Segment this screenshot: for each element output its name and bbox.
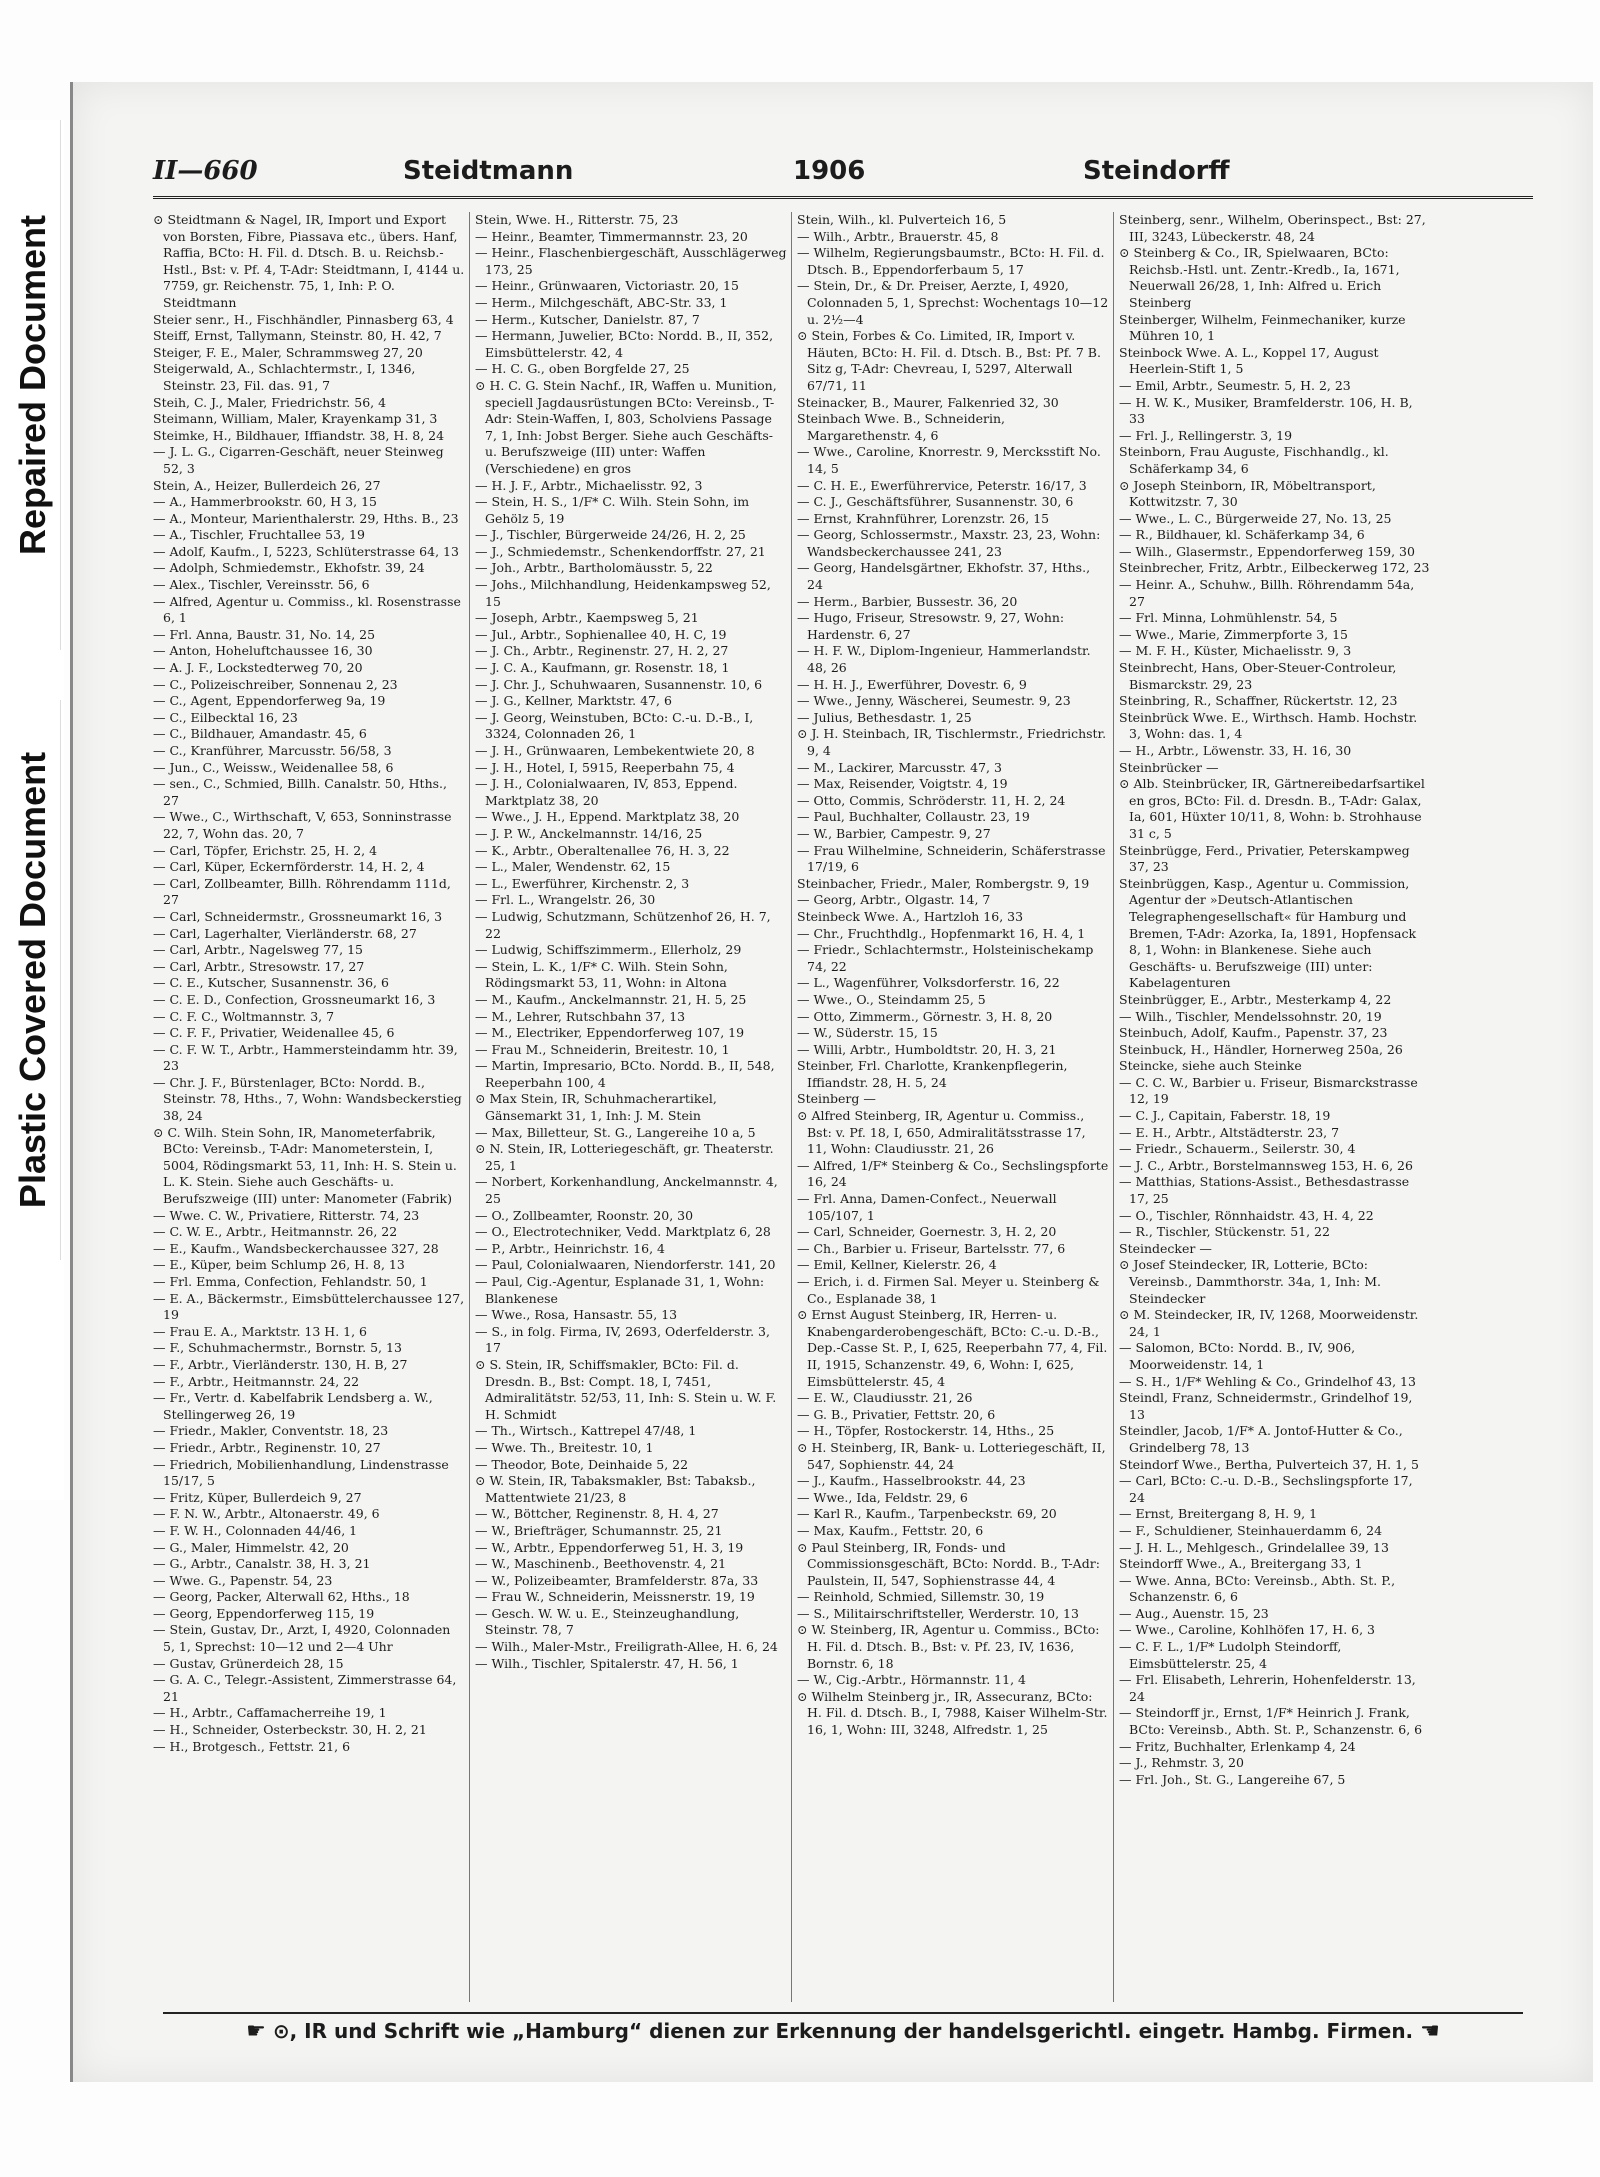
directory-entry: — Wwe. C. W., Privatiere, Ritterstr. 74, 23 [153, 1207, 420, 1223]
directory-entry: — W., Böttcher, Reginenstr. 8, H. 4, 27 [475, 1506, 719, 1522]
column-divider [1113, 212, 1114, 2002]
directory-entry: — J. H., Hotel, I, 5915, Reeperbahn 75, 4 [475, 759, 735, 775]
directory-entry: — G., Maler, Himmelstr. 42, 20 [153, 1539, 349, 1555]
header-left-name: Steidtmann [403, 156, 574, 186]
directory-entry: Steinborn, Frau Auguste, Fischhandlg., kl. Schäferkamp 34, 6 [1119, 444, 1389, 476]
directory-entry: Steinbrügger, E., Arbtr., Mesterkamp 4, 22 [1119, 991, 1392, 1007]
column-divider [469, 212, 470, 2002]
directory-entry: — C., Kranführer, Marcusstr. 56/58, 3 [153, 743, 392, 758]
directory-entry: Steiger, F. E., Maler, Schrammsweg 27, 20 [153, 344, 423, 360]
directory-entry: — Reinhold, Schmied, Sillemstr. 30, 19 [797, 1589, 1045, 1605]
directory-entry: — Stein, Gustav, Dr., Arzt, I, 4920, Colonnaden 5, 1, Sprechst: 10—12 und 2—4 Uhr [153, 1622, 451, 1655]
directory-entry: — F. N. W., Arbtr., Altonaerstr. 49, 6 [153, 1506, 380, 1522]
directory-entry: — H. F. W., Diplom-Ingenieur, Hammerlandstr. 48, 26 [797, 643, 1091, 676]
directory-entry: — Johs., Milchhandlung, Heidenkampsweg 52, 15 [475, 577, 771, 609]
directory-entry: — Theodor, Bote, Deinhaide 5, 22 [475, 1456, 689, 1472]
directory-entry: — Carl, Lagerhalter, Vierländerstr. 68, 27 [153, 925, 417, 941]
directory-entry: — Erich, i. d. Firmen Sal. Meyer u. Steinberg & Co., Esplanade 38, 1 [797, 1274, 1100, 1306]
directory-entry: — Gustav, Grünerdeich 28, 15 [153, 1655, 344, 1671]
directory-entry: Steinbrücker — [1119, 759, 1219, 775]
directory-entry: — Ludwig, Schiffszimmerm., Ellerholz, 29 [475, 942, 742, 958]
directory-entry: — Aug., Auenstr. 15, 23 [1119, 1605, 1269, 1621]
directory-entry: — Carl, BCto: C.-u. D.-B., Sechslingspforte 17, 24 [1119, 1473, 1413, 1505]
directory-entry: — Paul, Cig.-Agentur, Esplanade 31, 1, Wohn: Blankenese [475, 1274, 765, 1306]
page-number: II—660 [153, 156, 258, 186]
directory-entry: — Ernst, Breitergang 8, H. 9, 1 [1119, 1506, 1318, 1522]
directory-entry: — Wilh., Maler-Mstr., Freiligrath-Allee, H. 6, 24 [475, 1639, 778, 1655]
directory-entry: Steiff, Ernst, Tallymann, Steinstr. 80, H. 42, 7 [153, 328, 442, 344]
directory-entry: — Frl. J., Rellingerstr. 3, 19 [1119, 427, 1293, 443]
directory-entry: — Fr., Vertr. d. Kabelfabrik Lendsberg a. W., Stellingerweg 26, 19 [153, 1390, 433, 1422]
directory-entry: ⊙ W. Stein, IR, Tabaksmakler, Bst: Tabaksb., Mattentwiete 21/23, 8 [475, 1473, 756, 1505]
directory-entry: — L., Maler, Wendenstr. 62, 15 [475, 859, 671, 875]
directory-entry: — Friedr., Schauerm., Seilerstr. 30, 4 [1119, 1141, 1356, 1157]
directory-entry: — H. J. F., Arbtr., Michaelisstr. 92, 3 [475, 477, 703, 493]
directory-entry: — J. Georg, Weinstuben, BCto: C.-u. D.-B., I, 3324, Colonnaden 26, 1 [475, 709, 754, 742]
directory-entry: — Chr., Fruchthdlg., Hopfenmarkt 16, H. 4, 1 [797, 925, 1086, 941]
directory-entry: — Stein, L. K., 1/F* C. Wilh. Stein Sohn, Rödingsmarkt 53, 11, Wohn: in Altona [475, 958, 728, 991]
directory-entry: ⊙ N. Stein, IR, Lotteriegeschäft, gr. Theaterstr. 25, 1 [475, 1141, 774, 1173]
directory-entry: — F., Arbtr., Heitmannstr. 24, 22 [153, 1373, 360, 1389]
directory-entry: — Frl. Emma, Confection, Fehlandstr. 50, 1 [153, 1274, 428, 1289]
directory-entry: — Wwe., Ida, Feldstr. 29, 6 [797, 1489, 968, 1505]
directory-entry: Steinbuch, Adolf, Kaufm., Papenstr. 37, 23 [1119, 1025, 1388, 1041]
directory-entry: — Ludwig, Schutzmann, Schützenhof 26, H. 7, 22 [475, 908, 771, 941]
directory-entry: — Ernst, Krahnführer, Lorenzstr. 26, 15 [797, 510, 1050, 526]
directory-entry: Steinbring, R., Schaffner, Rückertstr. 12, 23 [1119, 693, 1398, 709]
directory-entry: — C. F. W. T., Arbtr., Hammersteindamm htr. 39, 23 [153, 1041, 458, 1074]
directory-entry: — Wwe., Jenny, Wäscherei, Seumestr. 9, 23 [797, 693, 1071, 709]
directory-entry: — Th., Wirtsch., Kattrepel 47/48, 1 [475, 1423, 697, 1439]
directory-entry: — J. C. A., Kaufmann, gr. Rosenstr. 18, 1 [475, 660, 730, 676]
directory-entry: Steindorff Wwe., A., Breitergang 33, 1 [1119, 1556, 1363, 1572]
directory-entry: — Max, Billetteur, St. G., Langereihe 10 a, 5 [475, 1124, 756, 1140]
directory-entry: Steinbock Wwe. A. L., Koppel 17, August Heerlein-Stift 1, 5 [1119, 344, 1379, 377]
directory-entry: — J., Tischler, Bürgerweide 24/26, H. 2, 25 [475, 527, 746, 543]
directory-entry: — F. W. H., Colonnaden 44/46, 1 [153, 1522, 358, 1538]
column-divider [791, 212, 792, 2002]
footer-note [163, 2012, 1523, 2048]
directory-entry: — Frl. Anna, Damen-Confect., Neuerwall 105/107, 1 [797, 1191, 1057, 1223]
directory-entry: — Wwe., L. C., Bürgerweide 27, No. 13, 25 [1119, 510, 1392, 526]
directory-entry: — Matthias, Stations-Assist., Bethesdastrasse 17, 25 [1119, 1174, 1410, 1207]
directory-entry: — M. F. H., Küster, Michaelisstr. 9, 3 [1119, 643, 1352, 659]
directory-entry: — H., Arbtr., Löwenstr. 33, H. 16, 30 [1119, 743, 1352, 758]
directory-entry: — Joseph, Arbtr., Kaempsweg 5, 21 [475, 610, 699, 626]
directory-entry: Steinbach Wwe. B., Schneiderin, Margarethenstr. 4, 6 [797, 411, 1005, 443]
directory-entry: — Otto, Zimmerm., Görnestr. 3, H. 8, 20 [797, 1008, 1053, 1024]
directory-entry: — Frl. L., Wrangelstr. 26, 30 [475, 892, 656, 908]
directory-entry: Steinacker, B., Maurer, Falkenried 32, 30 [797, 394, 1059, 410]
directory-entry: — Friedr., Schlachtermstr., Holsteinischekamp 74, 22 [797, 942, 1094, 974]
column-2 [475, 212, 787, 2002]
directory-entry: — J. C., Arbtr., Borstelmannsweg 153, H. 6, 26 [1119, 1157, 1413, 1173]
directory-entry: ⊙ Stein, Forbes & Co. Limited, IR, Import v. Häuten, BCto: H. Fil. d. Dtsch. B., Bst: Pf. 7 B. Sitz g, T-Adr: Chevreau, I, 5297, Alterwall 67/71, 11 [797, 328, 1101, 393]
directory-entry: — R., Tischler, Stückenstr. 51, 22 [1119, 1224, 1330, 1240]
directory-entry: — Wilh., Arbtr., Brauerstr. 45, 8 [797, 228, 999, 244]
directory-entry: — C. F. C., Woltmannstr. 3, 7 [153, 1008, 335, 1024]
directory-entry: — Otto, Commis, Schröderstr. 11, H. 2, 24 [797, 792, 1066, 808]
directory-entry: — J. H., Colonialwaaren, IV, 853, Eppend. Marktplatz 38, 20 [475, 776, 738, 808]
directory-entry: — E., Kaufm., Wandsbeckerchaussee 327, 28 [153, 1240, 439, 1256]
directory-entry: Steinbrück Wwe. E., Wirthsch. Hamb. Hochstr. 3, Wohn: das. 1, 4 [1119, 709, 1418, 742]
directory-entry: — J., Kaufm., Hasselbrookstr. 44, 23 [797, 1473, 1026, 1489]
directory-entry: — Julius, Bethesdastr. 1, 25 [797, 709, 972, 725]
directory-entry: — Willi, Arbtr., Humboldtstr. 20, H. 3, 21 [797, 1041, 1057, 1057]
directory-entry: — R., Bildhauer, kl. Schäferkamp 34, 6 [1119, 527, 1365, 543]
directory-columns [153, 212, 1533, 2002]
directory-entry: — E. A., Bäckermstr., Eimsbüttelerchaussee 127, 19 [153, 1290, 465, 1323]
directory-entry: — Friedr., Arbtr., Reginenstr. 10, 27 [153, 1439, 381, 1455]
directory-entry: — J. H. L., Mehlgesch., Grindelallee 39, 13 [1119, 1539, 1389, 1555]
directory-entry: ⊙ J. H. Steinbach, IR, Tischlermstr., Friedrichstr. 9, 4 [797, 726, 1107, 758]
directory-entry: Steinbacher, Friedr., Maler, Rombergstr. 9, 19 [797, 875, 1090, 891]
directory-entry: — Emil, Arbtr., Seumestr. 5, H. 2, 23 [1119, 377, 1351, 393]
directory-entry: — P., Arbtr., Heinrichstr. 16, 4 [475, 1240, 665, 1256]
directory-entry: — S. H., 1/F* Wehling & Co., Grindelhof 43, 13 [1119, 1373, 1416, 1389]
directory-entry: — Carl, Arbtr., Stresowstr. 17, 27 [153, 958, 365, 974]
directory-entry: — Frau W., Schneiderin, Meissnerstr. 19, 19 [475, 1589, 755, 1605]
directory-entry: — S., Militairschriftsteller, Werderstr. 10, 13 [797, 1605, 1079, 1621]
directory-entry: — Adolf, Kaufm., I, 5223, Schlüterstrasse 64, 13 [153, 543, 459, 559]
directory-entry: — C., Agent, Eppendorferweg 9a, 19 [153, 693, 386, 709]
directory-entry: — Frl. Minna, Lohmühlenstr. 54, 5 [1119, 610, 1338, 626]
directory-entry: — H. C. G., oben Borgfelde 27, 25 [475, 361, 690, 377]
directory-entry: — G. A. C., Telegr.-Assistent, Zimmerstrasse 64, 21 [153, 1672, 457, 1704]
directory-entry: — Salomon, BCto: Nordd. B., IV, 906, Moorweidenstr. 14, 1 [1119, 1340, 1356, 1372]
column-4 [1119, 212, 1431, 2002]
directory-entry: — Frl. Elisabeth, Lehrerin, Hohenfelderstr. 13, 24 [1119, 1672, 1416, 1704]
directory-entry: — Ch., Barbier u. Friseur, Bartelsstr. 77, 6 [797, 1240, 1066, 1256]
directory-entry: — Carl, Töpfer, Erichstr. 25, H. 2, 4 [153, 842, 378, 858]
directory-entry: Steimann, William, Maler, Krayenkamp 31, 3 [153, 411, 438, 427]
directory-entry: — Frau Wilhelmine, Schneiderin, Schäferstrasse 17/19, 6 [797, 842, 1106, 875]
directory-entry: — Max, Kaufm., Fettstr. 20, 6 [797, 1522, 984, 1538]
directory-entry: — Gesch. W. W. u. E., Steinzeughandlung, Steinstr. 78, 7 [475, 1605, 740, 1638]
directory-entry: — C. E. D., Confection, Grossneumarkt 16, 3 [153, 991, 436, 1007]
directory-entry: — M., Electriker, Eppendorferweg 107, 19 [475, 1025, 745, 1041]
directory-entry: Steinber, Frl. Charlotte, Krankenpflegerin, Iffiandstr. 28, H. 5, 24 [797, 1058, 1068, 1090]
directory-entry: — A., Monteur, Marienthalerstr. 29, Hths. B., 23 [153, 510, 459, 526]
directory-entry: — K., Arbtr., Oberaltenallee 76, H. 3, 22 [475, 842, 730, 858]
directory-entry: — C. E., Kutscher, Susannenstr. 36, 6 [153, 975, 389, 991]
directory-entry: — W., Arbtr., Eppendorferweg 51, H. 3, 19 [475, 1539, 744, 1555]
directory-entry: — Paul, Colonialwaaren, Niendorferstr. 141, 20 [475, 1257, 776, 1273]
directory-entry: — Hugo, Friseur, Stresowstr. 9, 27, Wohn: Hardenstr. 6, 27 [797, 610, 1065, 642]
directory-entry: — Wwe. Th., Breitestr. 10, 1 [475, 1439, 654, 1455]
side-label-plastic-text: Plastic Covered Document [12, 751, 53, 1209]
directory-entry: — Max, Reisender, Voigtstr. 4, 19 [797, 776, 1008, 792]
directory-entry: — Wilh., Glasermstr., Eppendorferweg 159, 30 [1119, 543, 1415, 559]
directory-entry: Steinberg — [797, 1091, 876, 1107]
directory-entry: — C. J., Geschäftsführer, Susannenstr. 30, 6 [797, 494, 1074, 510]
directory-entry: — Frau E. A., Marktstr. 13 H. 1, 6 [153, 1323, 368, 1339]
directory-entry: — Martin, Impresario, BCto. Nordd. B., II, 548, Reeperbahn 100, 4 [475, 1058, 775, 1090]
directory-entry: — W., Süderstr. 15, 15 [797, 1025, 938, 1041]
directory-entry: ⊙ Steinberg & Co., IR, Spielwaaren, BCto: Reichsb.-Hstl. unt. Zentr.-Kredb., Ia, 1671, Neuerwall 26/28, 1, Inh: Alfred u. Erich Steinberg [1119, 245, 1400, 310]
directory-entry: Steinbrecher, Fritz, Arbtr., Eilbeckerweg 172, 23 [1119, 560, 1430, 576]
directory-entry: — Wwe., Rosa, Hansastr. 55, 13 [475, 1307, 678, 1323]
directory-entry: — Stein, Dr., & Dr. Preiser, Aerzte, I, 4920, Colonnaden 5, 1, Sprechst: Wochentags 10—12 u. 2½—4 [797, 278, 1109, 327]
directory-entry: — O., Zollbeamter, Roonstr. 20, 30 [475, 1207, 694, 1223]
pointing-hand-right-icon: ☚ [1420, 2019, 1440, 2044]
directory-entry: — Karl R., Kaufm., Tarpenbeckstr. 69, 20 [797, 1506, 1057, 1522]
directory-entry: — Fritz, Buchhalter, Erlenkamp 4, 24 [1119, 1738, 1356, 1754]
directory-entry: Steincke, siehe auch Steinke [1119, 1058, 1302, 1074]
directory-entry: ⊙ Joseph Steinborn, IR, Möbeltransport, Kottwitzstr. 7, 30 [1119, 477, 1376, 510]
directory-entry: — J. Ch., Arbtr., Reginenstr. 27, H. 2, 27 [475, 643, 729, 659]
directory-entry: — O., Tischler, Rönnhaidstr. 43, H. 4, 22 [1119, 1207, 1374, 1223]
directory-entry: ⊙ Max Stein, IR, Schuhmacherartikel, Gänsemarkt 31, 1, Inh: J. M. Stein [475, 1091, 717, 1124]
directory-entry: — Wilh., Tischler, Mendelssohnstr. 20, 19 [1119, 1008, 1382, 1024]
directory-entry: — W., Polizeibeamter, Bramfelderstr. 87a, 33 [475, 1572, 759, 1588]
directory-entry: ⊙ Wilhelm Steinberg jr., IR, Assecuranz, BCto: H. Fil. d. Dtsch. B., I, 7988, Kaiser Wilhelm-Str. 16, 1, Wohn: III, 3248, Alfredstr. 1, 25 [797, 1688, 1108, 1738]
directory-entry: — Hermann, Juwelier, BCto: Nordd. B., II, 352, Eimsbüttelerstr. 42, 4 [475, 328, 774, 360]
directory-entry: — Jun., C., Weissw., Weidenallee 58, 6 [153, 759, 394, 775]
document-page [70, 82, 1593, 2082]
directory-entry: — O., Electrotechniker, Vedd. Marktplatz 6, 28 [475, 1224, 771, 1240]
directory-entry: — Wwe., O., Steindamm 25, 5 [797, 991, 986, 1007]
directory-entry: — A. J. F., Lockstedterweg 70, 20 [153, 660, 363, 676]
directory-entry: — Heinr., Grünwaaren, Victoriastr. 20, 15 [475, 278, 739, 294]
directory-entry: — C. H. E., Ewerführervice, Peterstr. 16/17, 3 [797, 477, 1087, 493]
directory-entry: — Jul., Arbtr., Sophienallee 40, H. C, 19 [475, 626, 727, 642]
footer-text: ⊙, IR und Schrift wie „Hamburg“ dienen zur Erkennung der handelsgerichtl. eingetr. Hambg. Firmen. [272, 2019, 1414, 2043]
directory-entry: — Carl, Arbtr., Nagelsweg 77, 15 [153, 942, 363, 958]
column-3 [797, 212, 1109, 2002]
directory-entry: — C. J., Capitain, Faberstr. 18, 19 [1119, 1108, 1331, 1124]
directory-entry: Steindler, Jacob, 1/F* A. Jontof-Hutter & Co., Grindelberg 78, 13 [1119, 1423, 1403, 1455]
directory-entry: ⊙ Alfred Steinberg, IR, Agentur u. Commiss., Bst: v. Pf. 18, I, 650, Admiralitätsstrasse 17, 11, Wohn: Claudiusstr. 21, 26 [797, 1108, 1086, 1157]
side-label-repaired-text: Repaired Document [12, 214, 53, 556]
directory-entry: — Alfred, Agentur u. Commiss., kl. Rosenstrasse 6, 1 [153, 593, 461, 626]
directory-entry: ⊙ C. Wilh. Stein Sohn, IR, Manometerfabrik, BCto: Vereinsb., T-Adr: Manometerstein, I, 5004, Rödingsmarkt 53, 11, Inh: H. S. Stein u. L. K. Stein. Siehe auch Geschäfts- u. Berufszweige (III) unter: Manometer (Fabrik) [153, 1124, 457, 1207]
directory-entry: — M., Lehrer, Rutschbahn 37, 13 [475, 1008, 686, 1024]
directory-entry: — J. L. G., Cigarren-Geschäft, neuer Steinweg 52, 3 [153, 444, 444, 476]
header-right-name: Steindorff [1083, 156, 1230, 186]
directory-entry: Steinbuck, H., Händler, Hornerweg 250a, 26 [1119, 1041, 1403, 1057]
directory-entry: — Friedrich, Mobilienhandlung, Lindenstrasse 15/17, 5 [153, 1456, 449, 1489]
directory-entry: ⊙ H. Steinberg, IR, Bank- u. Lotteriegeschäft, II, 547, Sophienstr. 44, 24 [797, 1439, 1106, 1472]
directory-entry: — M., Lackirer, Marcusstr. 47, 3 [797, 759, 1002, 775]
directory-entry: — Wwe. G., Papenstr. 54, 23 [153, 1572, 333, 1588]
directory-entry: — H. H. J., Ewerführer, Dovestr. 6, 9 [797, 676, 1027, 692]
directory-entry: — J. P. W., Anckelmannstr. 14/16, 25 [475, 825, 703, 841]
directory-entry: — E. W., Claudiusstr. 21, 26 [797, 1390, 973, 1406]
directory-entry: — Chr. J. F., Bürstenlager, BCto: Nordd. B., Steinstr. 78, Hths., 7, Wohn: Wandsbeckerstieg 38, 24 [153, 1074, 462, 1124]
directory-entry: — H., Arbtr., Caffamacherreihe 19, 1 [153, 1705, 387, 1721]
directory-entry: — C. F. L., 1/F* Ludolph Steindorff, Eimsbüttelerstr. 25, 4 [1119, 1639, 1342, 1671]
directory-entry: — Wilh., Tischler, Spitalerstr. 47, H. 56, 1 [475, 1655, 739, 1671]
directory-entry: — S., in folg. Firma, IV, 2693, Oderfelderstr. 3, 17 [475, 1323, 770, 1356]
column-1 [153, 212, 465, 2002]
directory-entry: — Frau M., Schneiderin, Breitestr. 10, 1 [475, 1041, 730, 1057]
directory-entry: Steinberger, Wilhelm, Feinmechaniker, kurze Mühren 10, 1 [1119, 311, 1406, 344]
directory-entry: — Alex., Tischler, Vereinsstr. 56, 6 [153, 577, 370, 593]
directory-entry: ⊙ Alb. Steinbrücker, IR, Gärtnereibedarfsartikel en gros, BCto: Fil. d. Dresdn. B., T-Adr: Galax, Ia, 601, Hüxter 10/11, 8, Wohn: b. Strohhause 31 c, 5 [1119, 776, 1425, 841]
directory-entry: — Herm., Milchgeschäft, ABC-Str. 33, 1 [475, 294, 728, 310]
directory-entry: — Stein, H. S., 1/F* C. Wilh. Stein Sohn, im Gehölz 5, 19 [475, 494, 750, 526]
directory-entry: — E., Küper, beim Schlump 26, H. 8, 13 [153, 1257, 405, 1273]
directory-entry: — C. F. F., Privatier, Weidenallee 45, 6 [153, 1025, 395, 1041]
directory-entry: — Wwe., Caroline, Knorrestr. 9, Mercksstift No. 14, 5 [797, 444, 1101, 476]
directory-entry: Steimke, H., Bildhauer, Iffiandstr. 38, H. 8, 24 [153, 427, 445, 443]
directory-entry: Steinbrüggen, Kasp., Agentur u. Commission, Agentur der »Deutsch-Atlantischen Telegraphengesellschaft« für Hamburg und Bremen, T-Adr: Azorka, Ia, 1891, Hopfensack 8, 1, Wohn: in Blankenese. Siehe auch Geschäfts- u. Berufszweige (III) unter: Kabelagenturen [1119, 875, 1417, 991]
directory-entry: — M., Kaufm., Anckelmannstr. 21, H. 5, 25 [475, 991, 747, 1007]
directory-entry: Stein, Wilh., kl. Pulverteich 16, 5 [797, 212, 1007, 227]
directory-entry: — Wwe. Anna, BCto: Vereinsb., Abth. St. P., Schanzenstr. 6, 6 [1119, 1572, 1396, 1605]
directory-entry: Steinberg, senr., Wilhelm, Oberinspect., Bst: 27, III, 3243, Lübeckerstr. 48, 24 [1119, 212, 1426, 244]
directory-entry: Steigerwald, A., Schlachtermstr., I, 1346, Steinstr. 23, Fil. das. 91, 7 [153, 361, 416, 393]
directory-entry: — Wwe., J. H., Eppend. Marktplatz 38, 20 [475, 809, 740, 825]
directory-entry: ⊙ Steidtmann & Nagel, IR, Import und Export von Borsten, Fibre, Piassava etc., übers. Hanf, Raffia, BCto: H. Fil. d. Dtsch. B. u. Reichsb.-Hstl., Bst: v. Pf. 4, T-Adr: Steidtmann, I, 4144 u. 7759, gr. Reichenstr. 75, 1, Inh: P. O. Steidtmann [153, 212, 465, 310]
page-content [153, 152, 1533, 2052]
directory-entry: — Carl, Schneidermstr., Grossneumarkt 16, 3 [153, 908, 443, 924]
directory-entry: Steinbrecht, Hans, Ober-Steuer-Controleur, Bismarckstr. 29, 23 [1119, 660, 1397, 692]
side-label-plastic [6, 700, 61, 1260]
directory-entry: Steindecker — [1119, 1240, 1212, 1256]
directory-entry: — Herm., Kutscher, Danielstr. 87, 7 [475, 311, 700, 327]
directory-entry: — J. Chr. J., Schuhwaaren, Susannenstr. 10, 6 [475, 676, 763, 692]
directory-entry: — C. C. W., Barbier u. Friseur, Bismarckstrasse 12, 19 [1119, 1074, 1418, 1107]
directory-entry: — Wwe., C., Wirthschaft, V, 653, Sonninstrasse 22, 7, Wohn das. 20, 7 [153, 809, 452, 841]
directory-entry: — A., Tischler, Fruchtallee 53, 19 [153, 527, 365, 543]
directory-entry: — Frl. Anna, Baustr. 31, No. 14, 25 [153, 626, 376, 642]
directory-entry: — G., Arbtr., Canalstr. 38, H. 3, 21 [153, 1556, 371, 1572]
directory-entry: — F., Schuldiener, Steinhauerdamm 6, 24 [1119, 1522, 1383, 1538]
side-label-repaired [6, 120, 61, 650]
directory-entry: — Herm., Barbier, Bussestr. 36, 20 [797, 593, 1018, 609]
directory-entry: — J. G., Kellner, Marktstr. 47, 6 [475, 693, 672, 709]
directory-entry: — Wilhelm, Regierungsbaumstr., BCto: H. Fil. d. Dtsch. B., Eppendorferbaum 5, 17 [797, 245, 1105, 277]
directory-entry: — C., Bildhauer, Amandastr. 45, 6 [153, 726, 367, 742]
directory-entry: — Fritz, Küper, Bullerdeich 9, 27 [153, 1489, 362, 1505]
directory-entry: — Heinr. A., Schuhw., Billh. Röhrendamm 54a, 27 [1119, 577, 1415, 609]
directory-entry: — Heinr., Flaschenbiergeschäft, Ausschlägerweg 173, 25 [475, 245, 787, 277]
directory-entry: — Carl, Zollbeamter, Billh. Röhrendamm 111d, 27 [153, 875, 451, 908]
directory-entry: — Adolph, Schmiedemstr., Ekhofstr. 39, 24 [153, 560, 425, 576]
directory-entry: Stein, Wwe. H., Ritterstr. 75, 23 [475, 212, 679, 227]
directory-entry: Steindl, Franz, Schneidermstr., Grindelhof 19, 13 [1119, 1390, 1413, 1422]
directory-entry: — Georg, Eppendorferweg 115, 19 [153, 1605, 375, 1621]
directory-entry: — C., Eilbecktal 16, 23 [153, 709, 298, 725]
directory-entry: — Carl, Schneider, Goernestr. 3, H. 2, 20 [797, 1224, 1057, 1240]
directory-entry: — A., Hammerbrookstr. 60, H 3, 15 [153, 494, 377, 510]
page-header [153, 152, 1533, 199]
pointing-hand-left-icon: ☛ [246, 2019, 266, 2044]
directory-entry: ⊙ M. Steindecker, IR, IV, 1268, Moorweidenstr. 24, 1 [1119, 1307, 1419, 1339]
directory-entry: — E. H., Arbtr., Altstädterstr. 23, 7 [1119, 1124, 1340, 1140]
directory-entry: — Heinr., Beamter, Timmermannstr. 23, 20 [475, 228, 748, 244]
directory-entry: Steinbeck Wwe. A., Hartzloh 16, 33 [797, 908, 1024, 924]
directory-entry: — Frl. Joh., St. G., Langereihe 67, 5 [1119, 1771, 1346, 1787]
directory-entry: ⊙ Paul Steinberg, IR, Fonds- und Commissionsgeschäft, BCto: Nordd. B., T-Adr: Paulstein, II, 547, Sophienstrasse 44, 4 [797, 1539, 1100, 1588]
directory-entry: — Carl, Küper, Eckernförderstr. 14, H. 2, 4 [153, 859, 425, 875]
directory-entry: — C. W. E., Arbtr., Heitmannstr. 26, 22 [153, 1224, 398, 1240]
directory-entry: — H., Töpfer, Rostockerstr. 14, Hths., 25 [797, 1423, 1055, 1439]
directory-entry: — Georg, Schlossermstr., Maxstr. 23, 23, Wohn: Wandsbeckerchaussee 241, 23 [797, 527, 1101, 559]
directory-entry: ⊙ Josef Steindecker, IR, Lotterie, BCto: Vereinsb., Dammthorstr. 34a, 1, Inh: M. Steindecker [1119, 1257, 1381, 1306]
directory-entry: — L., Ewerführer, Kirchenstr. 2, 3 [475, 875, 690, 891]
directory-entry: — W., Maschinenb., Beethovenstr. 4, 21 [475, 1556, 727, 1572]
directory-entry: Steinbrügge, Ferd., Privatier, Peterskampweg 37, 23 [1119, 842, 1410, 875]
directory-entry: — Emil, Kellner, Kielerstr. 26, 4 [797, 1257, 997, 1273]
directory-entry: — Georg, Handelsgärtner, Ekhofstr. 37, Hths., 24 [797, 560, 1091, 593]
directory-entry: — Steindorff jr., Ernst, 1/F* Heinrich J. Frank, BCto: Vereinsb., Abth. St. P., Schanzenstr. 6, 6 [1119, 1705, 1423, 1738]
directory-entry: — J., Schmiedemstr., Schenkendorffstr. 27, 21 [475, 543, 766, 559]
directory-entry: — Alfred, 1/F* Steinberg & Co., Sechslingspforte 16, 24 [797, 1157, 1109, 1190]
directory-entry: — H. W. K., Musiker, Bramfelderstr. 106, H. B, 33 [1119, 394, 1413, 427]
directory-entry: — Georg, Packer, Alterwall 62, Hths., 18 [153, 1589, 410, 1605]
directory-entry: — L., Wagenführer, Volksdorferstr. 16, 22 [797, 975, 1060, 991]
directory-entry: — W., Barbier, Campestr. 9, 27 [797, 825, 991, 841]
directory-entry: Steih, C. J., Maler, Friedrichstr. 56, 4 [153, 394, 387, 410]
directory-entry: Stein, A., Heizer, Bullerdeich 26, 27 [153, 477, 381, 493]
directory-entry: — H., Schneider, Osterbeckstr. 30, H. 2, 21 [153, 1722, 427, 1738]
directory-entry: — W., Cig.-Arbtr., Hörmannstr. 11, 4 [797, 1672, 1026, 1688]
directory-entry: Steindorf Wwe., Bertha, Pulverteich 37, H. 1, 5 [1119, 1456, 1419, 1472]
directory-entry: — Georg, Arbtr., Olgastr. 14, 7 [797, 892, 991, 908]
directory-entry: ⊙ S. Stein, IR, Schiffsmakler, BCto: Fil. d. Dresdn. B., Bst: Compt. 18, I, 7451, Admiralitätstr. 52/53, 11, Inh: S. Stein u. W. F. H. Schmidt [475, 1356, 777, 1422]
directory-entry: — W., Briefträger, Schumannstr. 25, 21 [475, 1522, 723, 1538]
directory-entry: — F., Schuhmachermstr., Bornstr. 5, 13 [153, 1340, 402, 1356]
directory-entry: — J. H., Grünwaaren, Lembekentwiete 20, 8 [475, 743, 755, 758]
directory-entry: — Wwe., Marie, Zimmerpforte 3, 15 [1119, 626, 1348, 642]
directory-entry: — Wwe., Caroline, Kohlhöfen 17, H. 6, 3 [1119, 1622, 1375, 1638]
directory-entry: — H., Brotgesch., Fettstr. 21, 6 [153, 1738, 351, 1754]
directory-entry: ⊙ Ernst August Steinberg, IR, Herren- u. Knabengarderobengeschäft, BCto: C.-u. D.-B., Dep.-Casse St. P., I, 625, Reeperbahn 77, 4, Fil. II, 1915, Schanzenstr. 49, 6, Wohn: I, 625, Eimsbüttelerstr. 45, 4 [797, 1307, 1108, 1389]
directory-entry: — Joh., Arbtr., Bartholomäusstr. 5, 22 [475, 560, 713, 576]
directory-entry: ⊙ H. C. G. Stein Nachf., IR, Waffen u. Munition, speciell Jagdausrüstungen BCto: Vereinsb., T-Adr: Stein-Waffen, I, 803, Scholviens Passage 7, 1, Inh: Jobst Berger. Siehe auch Geschäfts- u. Berufszweige (III) unter: Waffen (Verschiedene) en gros [475, 377, 777, 476]
directory-entry: — Friedr., Makler, Conventstr. 18, 23 [153, 1423, 389, 1439]
directory-entry: — sen., C., Schmied, Billh. Canalstr. 50, Hths., 27 [153, 776, 447, 808]
directory-entry: — Norbert, Korkenhandlung, Anckelmannstr. 4, 25 [475, 1174, 778, 1207]
directory-entry: Steier senr., H., Fischhändler, Pinnasberg 63, 4 [153, 311, 454, 327]
directory-entry: ⊙ W. Steinberg, IR, Agentur u. Commiss., BCto: H. Fil. d. Dtsch. B., Bst: v. Pf. 23, IV, 1636, Bornstr. 6, 18 [797, 1622, 1100, 1671]
header-year: 1906 [793, 156, 866, 186]
directory-entry: — Anton, Hoheluftchaussee 16, 30 [153, 643, 373, 659]
directory-entry: — C., Polizeischreiber, Sonnenau 2, 23 [153, 676, 398, 692]
directory-entry: — Paul, Buchhalter, Collaustr. 23, 19 [797, 809, 1030, 825]
directory-entry: — F., Arbtr., Vierländerstr. 130, H. B, 27 [153, 1356, 408, 1372]
directory-entry: — J., Rehmstr. 3, 20 [1119, 1755, 1244, 1771]
directory-entry: — G. B., Privatier, Fettstr. 20, 6 [797, 1406, 996, 1422]
